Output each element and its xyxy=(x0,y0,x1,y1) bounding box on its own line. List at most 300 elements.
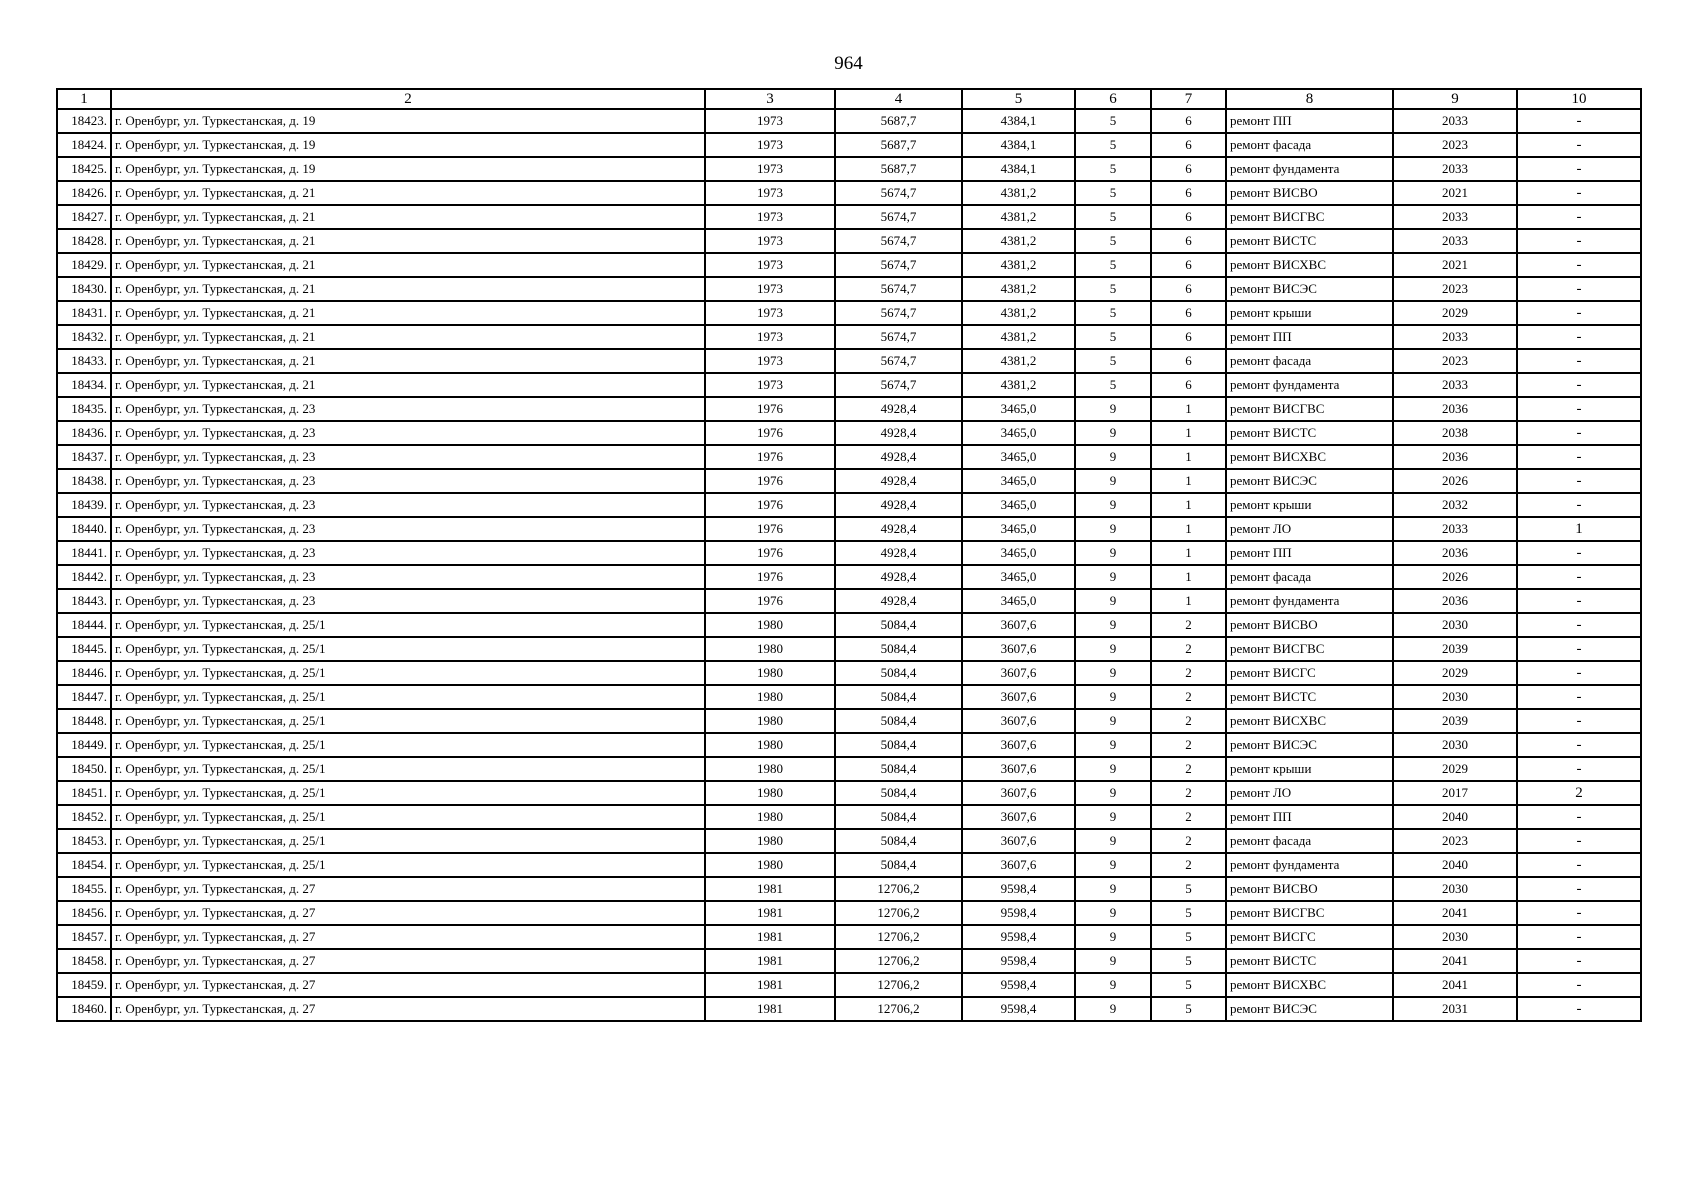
cell-floors: 9 xyxy=(1075,541,1151,565)
cell-total-area: 12706,2 xyxy=(835,877,962,901)
cell-work-type: ремонт ВИСГВС xyxy=(1226,397,1393,421)
cell-note: - xyxy=(1517,949,1641,973)
table-row xyxy=(57,181,1641,205)
cell-entrances: 2 xyxy=(1151,613,1226,637)
cell-build-year: 1973 xyxy=(705,277,835,301)
cell-plan-year: 2033 xyxy=(1393,229,1517,253)
cell-address: г. Оренбург, ул. Туркестанская, д. 27 xyxy=(111,997,705,1021)
cell-plan-year: 2036 xyxy=(1393,397,1517,421)
cell-address: г. Оренбург, ул. Туркестанская, д. 23 xyxy=(111,397,705,421)
cell-total-area: 5084,4 xyxy=(835,661,962,685)
cell-address: г. Оренбург, ул. Туркестанская, д. 23 xyxy=(111,445,705,469)
cell-total-area: 5084,4 xyxy=(835,757,962,781)
cell-entrances: 2 xyxy=(1151,829,1226,853)
cell-build-year: 1980 xyxy=(705,829,835,853)
cell-row-number: 18428. xyxy=(57,229,111,253)
cell-work-type: ремонт фундамента xyxy=(1226,373,1393,397)
cell-plan-year: 2032 xyxy=(1393,493,1517,517)
cell-floors: 9 xyxy=(1075,589,1151,613)
table-row xyxy=(57,133,1641,157)
cell-note: 2 xyxy=(1517,781,1641,805)
table-row xyxy=(57,853,1641,877)
cell-note: - xyxy=(1517,373,1641,397)
cell-plan-year: 2036 xyxy=(1393,445,1517,469)
cell-floors: 9 xyxy=(1075,757,1151,781)
cell-plan-year: 2023 xyxy=(1393,829,1517,853)
cell-note: - xyxy=(1517,181,1641,205)
cell-row-number: 18446. xyxy=(57,661,111,685)
cell-note: - xyxy=(1517,541,1641,565)
cell-entrances: 2 xyxy=(1151,637,1226,661)
cell-floors: 9 xyxy=(1075,421,1151,445)
cell-living-area: 3607,6 xyxy=(962,733,1075,757)
cell-total-area: 5687,7 xyxy=(835,109,962,133)
cell-note: - xyxy=(1517,397,1641,421)
cell-work-type: ремонт фасада xyxy=(1226,565,1393,589)
table-row xyxy=(57,301,1641,325)
table-row xyxy=(57,709,1641,733)
cell-work-type: ремонт ПП xyxy=(1226,325,1393,349)
cell-living-area: 3607,6 xyxy=(962,613,1075,637)
cell-entrances: 5 xyxy=(1151,901,1226,925)
cell-note: - xyxy=(1517,325,1641,349)
cell-note: - xyxy=(1517,805,1641,829)
cell-total-area: 5674,7 xyxy=(835,229,962,253)
table-row xyxy=(57,877,1641,901)
cell-note: - xyxy=(1517,757,1641,781)
cell-address: г. Оренбург, ул. Туркестанская, д. 23 xyxy=(111,541,705,565)
cell-living-area: 4381,2 xyxy=(962,205,1075,229)
cell-floors: 9 xyxy=(1075,661,1151,685)
cell-entrances: 1 xyxy=(1151,469,1226,493)
cell-living-area: 3607,6 xyxy=(962,685,1075,709)
cell-total-area: 4928,4 xyxy=(835,469,962,493)
page-number: 964 xyxy=(834,53,863,74)
cell-plan-year: 2021 xyxy=(1393,181,1517,205)
cell-work-type: ремонт ПП xyxy=(1226,805,1393,829)
cell-total-area: 5084,4 xyxy=(835,733,962,757)
cell-living-area: 9598,4 xyxy=(962,901,1075,925)
cell-total-area: 5084,4 xyxy=(835,709,962,733)
table-row xyxy=(57,253,1641,277)
cell-build-year: 1976 xyxy=(705,589,835,613)
cell-total-area: 5687,7 xyxy=(835,133,962,157)
cell-row-number: 18423. xyxy=(57,109,111,133)
cell-build-year: 1981 xyxy=(705,925,835,949)
cell-plan-year: 2029 xyxy=(1393,757,1517,781)
cell-living-area: 4384,1 xyxy=(962,133,1075,157)
cell-row-number: 18448. xyxy=(57,709,111,733)
cell-plan-year: 2033 xyxy=(1393,517,1517,541)
cell-work-type: ремонт ВИСЭС xyxy=(1226,469,1393,493)
cell-note: - xyxy=(1517,661,1641,685)
cell-row-number: 18453. xyxy=(57,829,111,853)
cell-floors: 9 xyxy=(1075,709,1151,733)
cell-note: - xyxy=(1517,157,1641,181)
cell-build-year: 1973 xyxy=(705,229,835,253)
cell-entrances: 2 xyxy=(1151,733,1226,757)
cell-entrances: 6 xyxy=(1151,349,1226,373)
cell-address: г. Оренбург, ул. Туркестанская, д. 25/1 xyxy=(111,781,705,805)
cell-build-year: 1973 xyxy=(705,325,835,349)
cell-entrances: 1 xyxy=(1151,493,1226,517)
cell-floors: 9 xyxy=(1075,613,1151,637)
cell-note: - xyxy=(1517,709,1641,733)
table-row xyxy=(57,445,1641,469)
cell-living-area: 3607,6 xyxy=(962,853,1075,877)
cell-entrances: 6 xyxy=(1151,301,1226,325)
table-header xyxy=(57,89,1641,109)
cell-address: г. Оренбург, ул. Туркестанская, д. 25/1 xyxy=(111,733,705,757)
cell-total-area: 5674,7 xyxy=(835,325,962,349)
cell-build-year: 1976 xyxy=(705,397,835,421)
cell-floors: 9 xyxy=(1075,445,1151,469)
cell-row-number: 18449. xyxy=(57,733,111,757)
cell-note: - xyxy=(1517,277,1641,301)
cell-build-year: 1981 xyxy=(705,901,835,925)
table-row xyxy=(57,109,1641,133)
cell-entrances: 2 xyxy=(1151,781,1226,805)
cell-total-area: 12706,2 xyxy=(835,901,962,925)
cell-build-year: 1973 xyxy=(705,373,835,397)
cell-plan-year: 2040 xyxy=(1393,805,1517,829)
cell-total-area: 5084,4 xyxy=(835,829,962,853)
cell-work-type: ремонт ВИСГС xyxy=(1226,925,1393,949)
cell-address: г. Оренбург, ул. Туркестанская, д. 21 xyxy=(111,325,705,349)
cell-address: г. Оренбург, ул. Туркестанская, д. 27 xyxy=(111,901,705,925)
cell-floors: 9 xyxy=(1075,733,1151,757)
cell-entrances: 1 xyxy=(1151,541,1226,565)
table-body xyxy=(57,109,1641,1021)
table-row xyxy=(57,421,1641,445)
cell-floors: 9 xyxy=(1075,949,1151,973)
cell-work-type: ремонт ВИСХВС xyxy=(1226,445,1393,469)
cell-row-number: 18430. xyxy=(57,277,111,301)
cell-floors: 9 xyxy=(1075,493,1151,517)
cell-plan-year: 2031 xyxy=(1393,997,1517,1021)
cell-living-area: 3607,6 xyxy=(962,709,1075,733)
cell-living-area: 9598,4 xyxy=(962,925,1075,949)
cell-address: г. Оренбург, ул. Туркестанская, д. 21 xyxy=(111,277,705,301)
cell-work-type: ремонт ВИСТС xyxy=(1226,685,1393,709)
cell-row-number: 18436. xyxy=(57,421,111,445)
cell-note: - xyxy=(1517,301,1641,325)
cell-plan-year: 2039 xyxy=(1393,709,1517,733)
cell-living-area: 3607,6 xyxy=(962,829,1075,853)
cell-address: г. Оренбург, ул. Туркестанская, д. 25/1 xyxy=(111,853,705,877)
cell-total-area: 5084,4 xyxy=(835,613,962,637)
cell-row-number: 18434. xyxy=(57,373,111,397)
cell-floors: 5 xyxy=(1075,253,1151,277)
cell-build-year: 1980 xyxy=(705,781,835,805)
cell-work-type: ремонт ВИСЭС xyxy=(1226,997,1393,1021)
cell-living-area: 3465,0 xyxy=(962,589,1075,613)
header-row xyxy=(57,89,1641,109)
cell-build-year: 1980 xyxy=(705,733,835,757)
cell-work-type: ремонт ЛО xyxy=(1226,781,1393,805)
cell-floors: 5 xyxy=(1075,109,1151,133)
register-table xyxy=(56,88,1642,1022)
cell-plan-year: 2030 xyxy=(1393,877,1517,901)
cell-total-area: 4928,4 xyxy=(835,589,962,613)
cell-entrances: 6 xyxy=(1151,133,1226,157)
cell-total-area: 12706,2 xyxy=(835,997,962,1021)
cell-plan-year: 2021 xyxy=(1393,253,1517,277)
table-row xyxy=(57,949,1641,973)
cell-entrances: 5 xyxy=(1151,925,1226,949)
cell-total-area: 5674,7 xyxy=(835,253,962,277)
cell-floors: 5 xyxy=(1075,205,1151,229)
table-row xyxy=(57,925,1641,949)
cell-floors: 9 xyxy=(1075,925,1151,949)
cell-plan-year: 2030 xyxy=(1393,685,1517,709)
cell-note: - xyxy=(1517,901,1641,925)
cell-total-area: 5084,4 xyxy=(835,781,962,805)
cell-address: г. Оренбург, ул. Туркестанская, д. 19 xyxy=(111,157,705,181)
table-row xyxy=(57,325,1641,349)
cell-plan-year: 2033 xyxy=(1393,373,1517,397)
table-row xyxy=(57,613,1641,637)
cell-work-type: ремонт ВИСВО xyxy=(1226,613,1393,637)
cell-address: г. Оренбург, ул. Туркестанская, д. 25/1 xyxy=(111,757,705,781)
cell-total-area: 5084,4 xyxy=(835,805,962,829)
cell-note: - xyxy=(1517,589,1641,613)
cell-living-area: 4381,2 xyxy=(962,373,1075,397)
cell-entrances: 2 xyxy=(1151,661,1226,685)
cell-living-area: 4381,2 xyxy=(962,181,1075,205)
cell-plan-year: 2026 xyxy=(1393,469,1517,493)
cell-work-type: ремонт фундамента xyxy=(1226,853,1393,877)
cell-work-type: ремонт фасада xyxy=(1226,349,1393,373)
cell-note: - xyxy=(1517,829,1641,853)
cell-build-year: 1973 xyxy=(705,301,835,325)
cell-build-year: 1980 xyxy=(705,637,835,661)
cell-entrances: 6 xyxy=(1151,157,1226,181)
cell-floors: 5 xyxy=(1075,133,1151,157)
cell-work-type: ремонт ВИСГС xyxy=(1226,661,1393,685)
table-row xyxy=(57,229,1641,253)
cell-work-type: ремонт фасада xyxy=(1226,133,1393,157)
cell-build-year: 1976 xyxy=(705,421,835,445)
cell-entrances: 2 xyxy=(1151,685,1226,709)
cell-note: - xyxy=(1517,973,1641,997)
cell-address: г. Оренбург, ул. Туркестанская, д. 25/1 xyxy=(111,709,705,733)
cell-plan-year: 2041 xyxy=(1393,901,1517,925)
column-header-2: 2 xyxy=(111,89,705,109)
cell-floors: 5 xyxy=(1075,301,1151,325)
table-row xyxy=(57,349,1641,373)
cell-entrances: 5 xyxy=(1151,877,1226,901)
cell-entrances: 1 xyxy=(1151,397,1226,421)
cell-living-area: 3465,0 xyxy=(962,421,1075,445)
cell-plan-year: 2036 xyxy=(1393,589,1517,613)
cell-address: г. Оренбург, ул. Туркестанская, д. 21 xyxy=(111,373,705,397)
table-row xyxy=(57,517,1641,541)
cell-total-area: 12706,2 xyxy=(835,973,962,997)
cell-total-area: 5674,7 xyxy=(835,301,962,325)
cell-build-year: 1981 xyxy=(705,997,835,1021)
cell-living-area: 3607,6 xyxy=(962,781,1075,805)
cell-build-year: 1973 xyxy=(705,349,835,373)
cell-work-type: ремонт ВИСТС xyxy=(1226,949,1393,973)
cell-work-type: ремонт фундамента xyxy=(1226,589,1393,613)
cell-work-type: ремонт ВИСХВС xyxy=(1226,973,1393,997)
cell-plan-year: 2030 xyxy=(1393,613,1517,637)
cell-row-number: 18444. xyxy=(57,613,111,637)
cell-total-area: 5674,7 xyxy=(835,181,962,205)
cell-entrances: 6 xyxy=(1151,277,1226,301)
cell-build-year: 1976 xyxy=(705,445,835,469)
cell-living-area: 3607,6 xyxy=(962,757,1075,781)
cell-floors: 9 xyxy=(1075,973,1151,997)
cell-work-type: ремонт ВИСТС xyxy=(1226,229,1393,253)
cell-total-area: 4928,4 xyxy=(835,541,962,565)
cell-row-number: 18427. xyxy=(57,205,111,229)
cell-total-area: 12706,2 xyxy=(835,925,962,949)
cell-address: г. Оренбург, ул. Туркестанская, д. 27 xyxy=(111,973,705,997)
cell-floors: 9 xyxy=(1075,853,1151,877)
cell-total-area: 4928,4 xyxy=(835,421,962,445)
cell-work-type: ремонт ВИСЭС xyxy=(1226,733,1393,757)
cell-entrances: 6 xyxy=(1151,181,1226,205)
cell-plan-year: 2040 xyxy=(1393,853,1517,877)
cell-address: г. Оренбург, ул. Туркестанская, д. 27 xyxy=(111,877,705,901)
cell-work-type: ремонт ВИСВО xyxy=(1226,877,1393,901)
cell-floors: 9 xyxy=(1075,685,1151,709)
cell-floors: 5 xyxy=(1075,373,1151,397)
cell-entrances: 2 xyxy=(1151,853,1226,877)
cell-row-number: 18442. xyxy=(57,565,111,589)
table-row xyxy=(57,541,1641,565)
cell-floors: 9 xyxy=(1075,781,1151,805)
cell-plan-year: 2036 xyxy=(1393,541,1517,565)
cell-entrances: 2 xyxy=(1151,709,1226,733)
cell-build-year: 1973 xyxy=(705,133,835,157)
column-header-4: 4 xyxy=(835,89,962,109)
cell-total-area: 4928,4 xyxy=(835,565,962,589)
cell-entrances: 1 xyxy=(1151,589,1226,613)
table-row xyxy=(57,397,1641,421)
cell-address: г. Оренбург, ул. Туркестанская, д. 27 xyxy=(111,925,705,949)
cell-note: - xyxy=(1517,133,1641,157)
cell-floors: 5 xyxy=(1075,229,1151,253)
cell-plan-year: 2038 xyxy=(1393,421,1517,445)
cell-row-number: 18426. xyxy=(57,181,111,205)
cell-living-area: 9598,4 xyxy=(962,949,1075,973)
cell-row-number: 18429. xyxy=(57,253,111,277)
column-header-3: 3 xyxy=(705,89,835,109)
table-row xyxy=(57,733,1641,757)
cell-row-number: 18439. xyxy=(57,493,111,517)
cell-address: г. Оренбург, ул. Туркестанская, д. 21 xyxy=(111,253,705,277)
table-row xyxy=(57,901,1641,925)
column-header-6: 6 xyxy=(1075,89,1151,109)
cell-note: - xyxy=(1517,613,1641,637)
cell-entrances: 1 xyxy=(1151,445,1226,469)
table-row xyxy=(57,493,1641,517)
cell-build-year: 1980 xyxy=(705,805,835,829)
cell-row-number: 18445. xyxy=(57,637,111,661)
cell-floors: 9 xyxy=(1075,805,1151,829)
column-header-5: 5 xyxy=(962,89,1075,109)
cell-build-year: 1981 xyxy=(705,973,835,997)
cell-entrances: 2 xyxy=(1151,805,1226,829)
cell-address: г. Оренбург, ул. Туркестанская, д. 23 xyxy=(111,565,705,589)
cell-work-type: ремонт ВИСГВС xyxy=(1226,901,1393,925)
cell-floors: 9 xyxy=(1075,997,1151,1021)
table-row xyxy=(57,805,1641,829)
cell-work-type: ремонт ВИСХВС xyxy=(1226,709,1393,733)
cell-work-type: ремонт крыши xyxy=(1226,301,1393,325)
cell-note: - xyxy=(1517,109,1641,133)
cell-plan-year: 2033 xyxy=(1393,325,1517,349)
cell-row-number: 18424. xyxy=(57,133,111,157)
cell-living-area: 4381,2 xyxy=(962,349,1075,373)
cell-build-year: 1980 xyxy=(705,661,835,685)
cell-floors: 5 xyxy=(1075,325,1151,349)
cell-note: - xyxy=(1517,349,1641,373)
cell-row-number: 18443. xyxy=(57,589,111,613)
cell-row-number: 18452. xyxy=(57,805,111,829)
cell-build-year: 1976 xyxy=(705,517,835,541)
cell-floors: 9 xyxy=(1075,637,1151,661)
cell-work-type: ремонт фундамента xyxy=(1226,157,1393,181)
cell-address: г. Оренбург, ул. Туркестанская, д. 21 xyxy=(111,205,705,229)
cell-build-year: 1976 xyxy=(705,469,835,493)
cell-living-area: 4381,2 xyxy=(962,253,1075,277)
cell-build-year: 1980 xyxy=(705,613,835,637)
cell-total-area: 4928,4 xyxy=(835,445,962,469)
cell-plan-year: 2017 xyxy=(1393,781,1517,805)
cell-work-type: ремонт ВИСВО xyxy=(1226,181,1393,205)
cell-plan-year: 2041 xyxy=(1393,973,1517,997)
cell-note: - xyxy=(1517,469,1641,493)
cell-living-area: 9598,4 xyxy=(962,877,1075,901)
cell-address: г. Оренбург, ул. Туркестанская, д. 25/1 xyxy=(111,613,705,637)
cell-build-year: 1976 xyxy=(705,565,835,589)
cell-note: - xyxy=(1517,877,1641,901)
cell-note: - xyxy=(1517,637,1641,661)
cell-work-type: ремонт ВИСТС xyxy=(1226,421,1393,445)
cell-plan-year: 2033 xyxy=(1393,157,1517,181)
cell-build-year: 1973 xyxy=(705,157,835,181)
cell-living-area: 3607,6 xyxy=(962,637,1075,661)
cell-work-type: ремонт крыши xyxy=(1226,757,1393,781)
cell-entrances: 6 xyxy=(1151,205,1226,229)
cell-plan-year: 2030 xyxy=(1393,925,1517,949)
cell-row-number: 18455. xyxy=(57,877,111,901)
cell-build-year: 1980 xyxy=(705,709,835,733)
cell-row-number: 18438. xyxy=(57,469,111,493)
table-row xyxy=(57,157,1641,181)
cell-work-type: ремонт ЛО xyxy=(1226,517,1393,541)
table-row xyxy=(57,277,1641,301)
cell-floors: 9 xyxy=(1075,517,1151,541)
cell-entrances: 6 xyxy=(1151,109,1226,133)
cell-address: г. Оренбург, ул. Туркестанская, д. 23 xyxy=(111,469,705,493)
cell-total-area: 4928,4 xyxy=(835,493,962,517)
cell-total-area: 5674,7 xyxy=(835,349,962,373)
cell-address: г. Оренбург, ул. Туркестанская, д. 19 xyxy=(111,109,705,133)
cell-build-year: 1973 xyxy=(705,181,835,205)
cell-total-area: 12706,2 xyxy=(835,949,962,973)
cell-floors: 9 xyxy=(1075,565,1151,589)
cell-build-year: 1973 xyxy=(705,253,835,277)
table-row xyxy=(57,469,1641,493)
cell-floors: 9 xyxy=(1075,469,1151,493)
cell-address: г. Оренбург, ул. Туркестанская, д. 25/1 xyxy=(111,661,705,685)
cell-plan-year: 2029 xyxy=(1393,301,1517,325)
